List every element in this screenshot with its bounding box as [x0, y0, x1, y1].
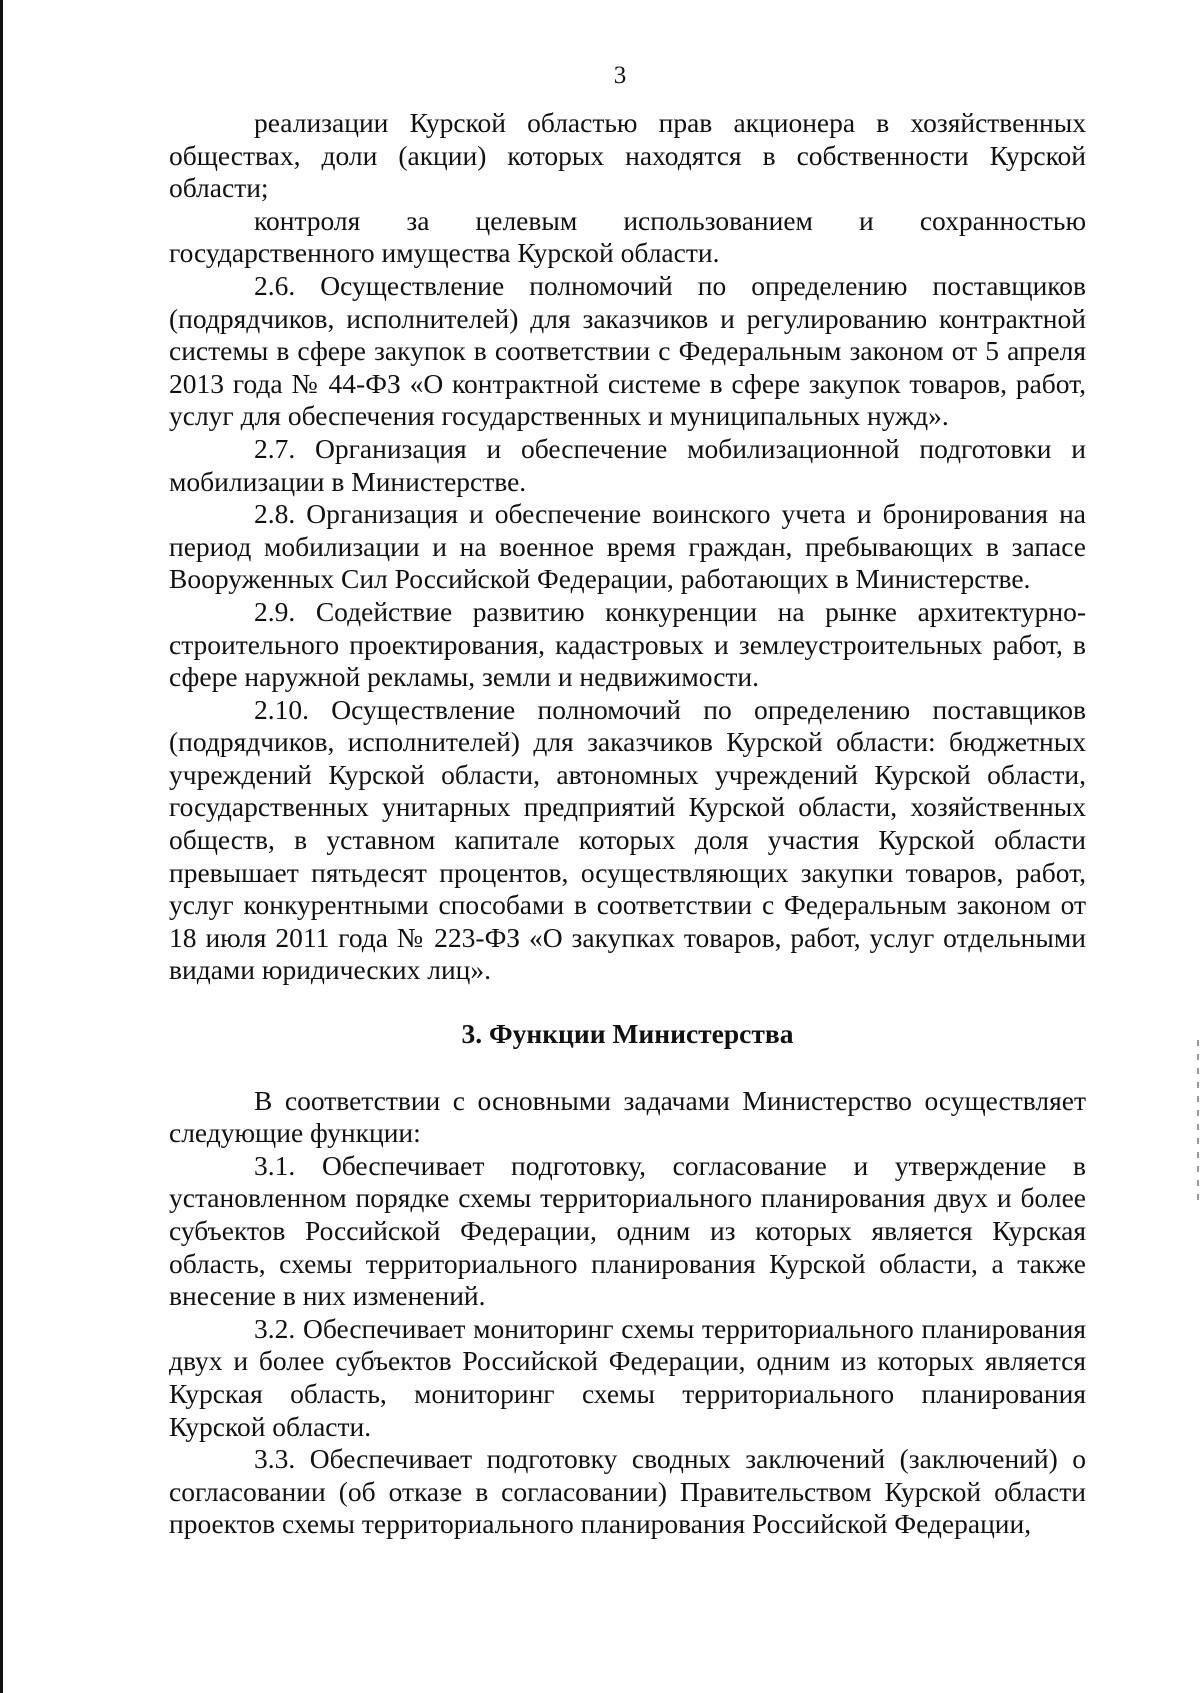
section-heading: 3. Функции Министерства — [461, 1018, 794, 1050]
paragraph: 3.1. Обеспечивает подготовку, согласование и утверждение в установленном порядке схемы территориального планирования двух и более субъектов Российской Федерации, одним из которых является Курская область, схемы территориального планирования Курской области, а также внесение в них изменений. — [169, 1149, 1086, 1312]
paragraph: 3.3. Обеспечивает подготовку сводных заключений (заключений) о согласовании (об отказе в согласовании) Правительством Курской области проектов схемы территориального планирования Российской Федерации, — [169, 1443, 1086, 1540]
paragraph: контроля за целевым использованием и сохранностью государственного имущества Курской области. — [169, 204, 1086, 269]
scan-edge — [0, 0, 3, 1693]
paragraph: 2.6. Осуществление полномочий по определению поставщиков (подрядчиков, исполнителей) для заказчиков и регулированию контрактной системы в сфере закупок в соответствии с Федеральным законом от 5 апреля 2013 года № 44-ФЗ «О контрактной системе в сфере закупок товаров, работ, услуг для обеспечения государственных и муниципальных нужд». — [169, 269, 1086, 432]
paragraph: 3.2. Обеспечивает мониторинг схемы территориального планирования двух и более субъектов Российской Федерации, одним из которых является Курская область, мониторинг схемы территориального планирования Курской области. — [169, 1312, 1086, 1442]
paragraph: 2.9. Содействие развитию конкуренции на рынке архитектурно-строительного проектирования, кадастровых и землеустроительных работ, в сфере наружной рекламы, земли и недвижимости. — [169, 595, 1086, 693]
document-body — [169, 107, 1086, 1541]
paragraph: 2.7. Организация и обеспечение мобилизационной подготовки и мобилизации в Министерстве. — [169, 432, 1086, 497]
page-number: 3 — [613, 62, 627, 89]
paragraph: 2.8. Организация и обеспечение воинского учета и бронирования на период мобилизации и на военное время граждан, пребывающих в запасе Вооруженных Сил Российской Федерации, работающих в Министерстве. — [169, 498, 1086, 595]
paragraph: 2.10. Осуществление полномочий по определению поставщиков (подрядчиков, исполнителей) для заказчиков Курской области: бюджетных учреждений Курской области, автономных учреждений Курской области, государственных унитарных предприятий Курской области, хозяйственных обществ, в уставном капитале которых доля участия Курской области превышает пятьдесят процентов, осуществляющих закупки товаров, работ, услуг конкурентными способами в соответствии с Федеральным законом от 18 июля 2011 года № 223-ФЗ «О закупках товаров, работ, услуг отдельными видами юридических лиц». — [169, 693, 1086, 986]
scan-marks — [1197, 1040, 1199, 1200]
paragraph: реализации Курской областью прав акционера в хозяйственных обществах, доли (акции) которых находятся в собственности Курской области; — [169, 107, 1086, 204]
paragraph: В соответствии с основными задачами Министерство осуществляет следующие функции: — [169, 1084, 1086, 1149]
